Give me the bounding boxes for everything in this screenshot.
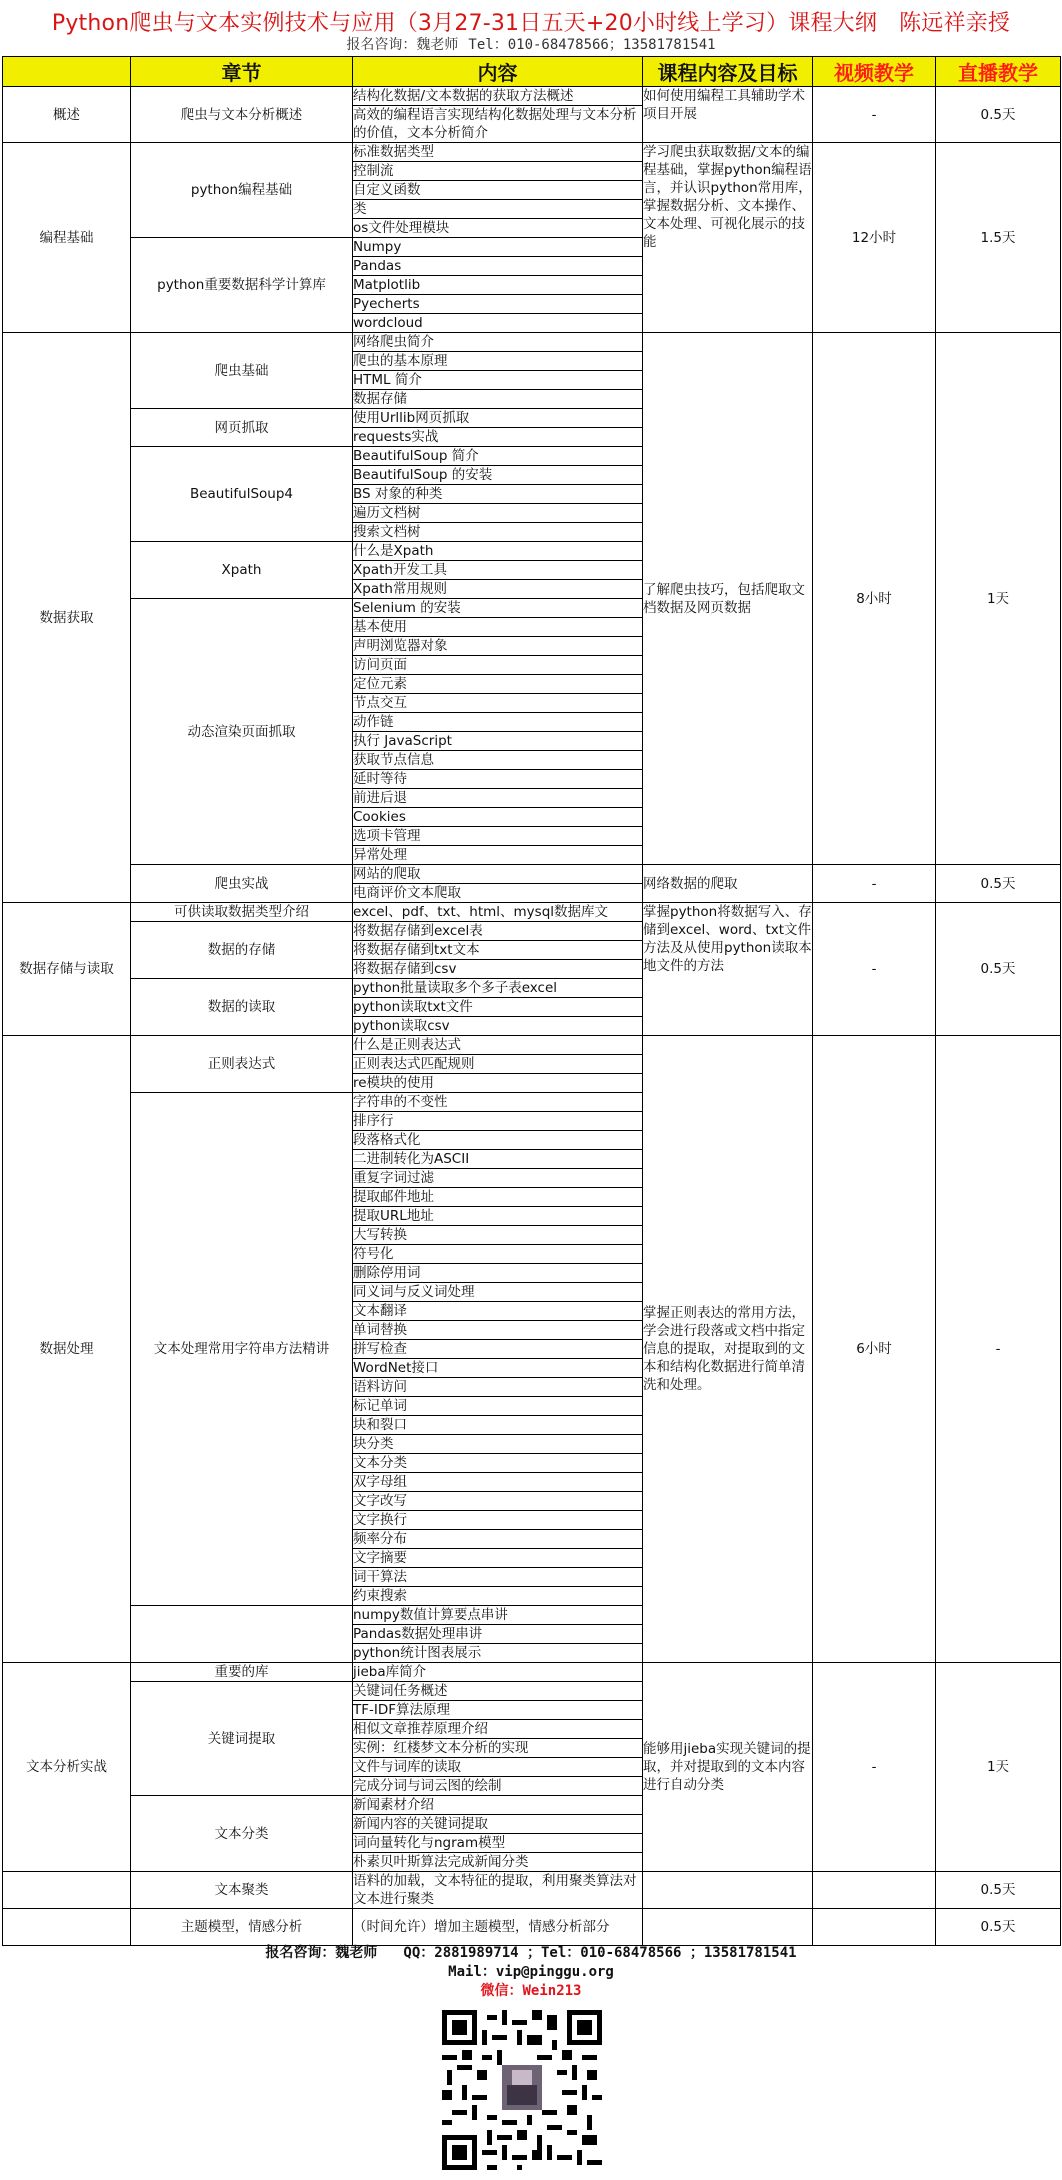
section-cell: 文本处理常用字符串方法精讲 — [131, 1093, 353, 1606]
content-cell: BS 对象的种类 — [353, 485, 643, 504]
course-title: Python爬虫与文本实例技术与应用（3月27-31日五天+20小时线上学习）课程大纲 — [51, 11, 878, 36]
content-cell: 控制流 — [353, 162, 643, 181]
chapter-cell-blank — [3, 1909, 131, 1946]
content-cell: 语料的加载，文本特征的提取，利用聚类算法对文本进行聚类 — [353, 1872, 643, 1909]
content-cell: BeautifulSoup 简介 — [353, 447, 643, 466]
chapter-cell-blank — [3, 1872, 131, 1909]
content-cell: 排序行 — [353, 1112, 643, 1131]
content-cell: Cookies — [353, 808, 643, 827]
footer-mail: Mail：vip@pinggu.org — [448, 1964, 614, 1980]
content-cell: 高效的编程语言实现结构化数据处理与文本分析的价值，文本分析简介 — [353, 106, 643, 143]
qr-code-graphic — [442, 2010, 602, 2170]
content-cell: WordNet接口 — [353, 1359, 643, 1378]
content-cell: Pandas — [353, 257, 643, 276]
content-cell: 正则表达式匹配规则 — [353, 1055, 643, 1074]
content-cell: 单词替换 — [353, 1321, 643, 1340]
content-cell: 动作链 — [353, 713, 643, 732]
content-cell: 字符串的不变性 — [353, 1093, 643, 1112]
content-cell: 拼写检查 — [353, 1340, 643, 1359]
content-cell: Pyecherts — [353, 295, 643, 314]
content-cell: 节点交互 — [353, 694, 643, 713]
video-cell: - — [813, 903, 936, 1036]
section-cell: 可供读取数据类型介绍 — [131, 903, 353, 922]
content-cell: 将数据存储到excel表 — [353, 922, 643, 941]
content-cell: 标记单词 — [353, 1397, 643, 1416]
content-cell: 同义词与反义词处理 — [353, 1283, 643, 1302]
section-cell: 文本分类 — [131, 1796, 353, 1872]
video-cell: - — [813, 1663, 936, 1872]
content-cell: 删除停用词 — [353, 1264, 643, 1283]
content-cell: 爬虫的基本原理 — [353, 352, 643, 371]
live-cell: 0.5天 — [936, 1909, 1061, 1946]
section-cell: python重要数据科学计算库 — [131, 238, 353, 333]
content-cell: Selenium 的安装 — [353, 599, 643, 618]
section-cell: 网页抓取 — [131, 409, 353, 447]
content-cell: 数据存储 — [353, 390, 643, 409]
teacher-name: 陈远祥亲授 — [899, 11, 1011, 36]
content-cell: 符号化 — [353, 1245, 643, 1264]
content-cell: 语料访问 — [353, 1378, 643, 1397]
content-cell: 新闻素材介绍 — [353, 1796, 643, 1815]
content-cell: 网站的爬取 — [353, 865, 643, 884]
content-cell: 电商评价文本爬取 — [353, 884, 643, 903]
footer-contact — [0, 1944, 1062, 1963]
syllabus-table — [2, 56, 1061, 1946]
subtitle — [0, 34, 1062, 56]
footer-wechat: 微信：Wein213 — [480, 1983, 582, 1999]
video-cell: 6小时 — [813, 1036, 936, 1663]
content-cell: 大写转换 — [353, 1226, 643, 1245]
live-cell: - — [936, 1036, 1061, 1663]
content-cell: Matplotlib — [353, 276, 643, 295]
section-cell: 爬虫与文本分析概述 — [131, 87, 353, 143]
content-cell: 完成分词与词云图的绘制 — [353, 1777, 643, 1796]
footer-contact-name: 报名咨询：魏老师 — [265, 1945, 378, 1961]
goal-cell-blank — [643, 1872, 813, 1909]
content-cell: 双字母组 — [353, 1473, 643, 1492]
content-cell: os文件处理模块 — [353, 219, 643, 238]
table-row — [3, 333, 1061, 352]
section-cell: 主题模型，情感分析 — [131, 1909, 353, 1946]
content-cell: jieba库简介 — [353, 1663, 643, 1682]
section-cell: 爬虫实战 — [131, 865, 353, 903]
video-cell: - — [813, 87, 936, 143]
goal-cell: 学习爬虫获取数据/文本的编程基础，掌握python编程语言，并认识python常用库，掌握数据分析、文本操作、文本处理、可视化展示的技能 — [643, 143, 813, 333]
content-cell: 段落格式化 — [353, 1131, 643, 1150]
content-cell: 选项卡管理 — [353, 827, 643, 846]
section-cell: 动态渲染页面抓取 — [131, 599, 353, 865]
content-cell: 文字改写 — [353, 1492, 643, 1511]
content-cell: 什么是Xpath — [353, 542, 643, 561]
live-cell: 1天 — [936, 1663, 1061, 1872]
section-cell: 数据的读取 — [131, 979, 353, 1036]
live-cell: 0.5天 — [936, 903, 1061, 1036]
content-cell: 将数据存储到txt文本 — [353, 941, 643, 960]
table-row — [3, 903, 1061, 922]
table-row — [3, 1663, 1061, 1682]
goal-cell: 能够用jieba实现关键词的提取，并对提取到的文本内容进行自动分类 — [643, 1663, 813, 1872]
content-cell: 提取URL地址 — [353, 1207, 643, 1226]
section-cell: 正则表达式 — [131, 1036, 353, 1093]
content-cell: python批量读取多个多子表excel — [353, 979, 643, 998]
content-cell: HTML 简介 — [353, 371, 643, 390]
chapter-cell: 文本分析实战 — [3, 1663, 131, 1872]
content-cell: re模块的使用 — [353, 1074, 643, 1093]
goal-cell: 了解爬虫技巧，包括爬取文档数据及网页数据 — [643, 333, 813, 865]
goal-cell: 网络数据的爬取 — [643, 865, 813, 903]
content-cell: 遍历文档树 — [353, 504, 643, 523]
content-cell: 二进制转化为ASCII — [353, 1150, 643, 1169]
content-cell: 网络爬虫简介 — [353, 333, 643, 352]
content-cell: TF-IDF算法原理 — [353, 1701, 643, 1720]
header-content: 内容 — [353, 57, 643, 87]
table-row — [3, 1909, 1061, 1946]
content-cell: python统计图表展示 — [353, 1644, 643, 1663]
contact-label: 报名咨询：魏老师 — [346, 37, 459, 53]
header-live: 直播教学 — [936, 57, 1061, 87]
live-cell: 1天 — [936, 333, 1061, 865]
goal-cell: 如何使用编程工具辅助学术项目开展 — [643, 87, 813, 143]
content-cell: 自定义函数 — [353, 181, 643, 200]
goal-cell-blank — [643, 1909, 813, 1946]
video-cell: 12小时 — [813, 143, 936, 333]
section-cell: Xpath — [131, 542, 353, 599]
content-cell: 声明浏览器对象 — [353, 637, 643, 656]
chapter-cell: 数据获取 — [3, 333, 131, 903]
content-cell: 基本使用 — [353, 618, 643, 637]
video-cell: - — [813, 865, 936, 903]
content-cell: 什么是正则表达式 — [353, 1036, 643, 1055]
table-row — [3, 1036, 1061, 1055]
content-cell: 前进后退 — [353, 789, 643, 808]
table-row — [3, 87, 1061, 106]
content-cell: Xpath开发工具 — [353, 561, 643, 580]
chapter-cell: 编程基础 — [3, 143, 131, 333]
content-cell: 使用Urllib网页抓取 — [353, 409, 643, 428]
content-cell: Pandas数据处理串讲 — [353, 1625, 643, 1644]
section-cell: 数据的存储 — [131, 922, 353, 979]
content-cell: excel、pdf、txt、html、mysql数据库文 — [353, 903, 643, 922]
content-cell: 频率分布 — [353, 1530, 643, 1549]
content-cell: Xpath常用规则 — [353, 580, 643, 599]
content-cell: 搜索文档树 — [353, 523, 643, 542]
chapter-cell: 概述 — [3, 87, 131, 143]
content-cell: 重复字词过滤 — [353, 1169, 643, 1188]
table-row — [3, 1872, 1061, 1909]
section-cell: 文本聚类 — [131, 1872, 353, 1909]
live-cell: 0.5天 — [936, 87, 1061, 143]
content-cell: 文字换行 — [353, 1511, 643, 1530]
content-cell: 提取邮件地址 — [353, 1188, 643, 1207]
content-cell: 获取节点信息 — [353, 751, 643, 770]
footer — [0, 1944, 1062, 2001]
content-cell: 块和裂口 — [353, 1416, 643, 1435]
table-row — [3, 865, 1061, 884]
content-cell: 词干算法 — [353, 1568, 643, 1587]
content-cell: 相似文章推荐原理介绍 — [353, 1720, 643, 1739]
content-cell: python读取txt文件 — [353, 998, 643, 1017]
table-row — [3, 143, 1061, 162]
content-cell: 朴素贝叶斯算法完成新闻分类 — [353, 1853, 643, 1872]
content-cell: 词向量转化与ngram模型 — [353, 1834, 643, 1853]
content-cell: python读取csv — [353, 1017, 643, 1036]
content-cell: 块分类 — [353, 1435, 643, 1454]
chapter-cell: 数据存储与读取 — [3, 903, 131, 1036]
content-cell: 关键词任务概述 — [353, 1682, 643, 1701]
content-cell: 类 — [353, 200, 643, 219]
content-cell: 标准数据类型 — [353, 143, 643, 162]
video-cell-blank — [813, 1872, 936, 1909]
goal-cell: 掌握python将数据写入、存储到excel、word、txt文件方法及从使用python读取本地文件的方法 — [643, 903, 813, 1036]
header-chapter: 章节 — [131, 57, 353, 87]
content-cell: 文件与词库的读取 — [353, 1758, 643, 1777]
live-cell: 1.5天 — [936, 143, 1061, 333]
table-header — [3, 57, 1061, 87]
content-cell: 定位元素 — [353, 675, 643, 694]
header-cell-blank — [3, 57, 131, 87]
contact-tel: Tel：010-68478566；13581781541 — [468, 37, 716, 53]
content-cell: wordcloud — [353, 314, 643, 333]
chapter-cell: 数据处理 — [3, 1036, 131, 1663]
video-cell-blank — [813, 1909, 936, 1946]
content-cell: 异常处理 — [353, 846, 643, 865]
content-cell: 文本分类 — [353, 1454, 643, 1473]
section-cell-blank — [131, 1606, 353, 1663]
section-cell: 重要的库 — [131, 1663, 353, 1682]
content-cell: 实例：红楼梦文本分析的实现 — [353, 1739, 643, 1758]
section-cell: BeautifulSoup4 — [131, 447, 353, 542]
live-cell: 0.5天 — [936, 865, 1061, 903]
content-cell: 约束搜索 — [353, 1587, 643, 1606]
video-cell: 8小时 — [813, 333, 936, 865]
footer-contact-numbers: QQ：2881989714 ；Tel：010-68478566 ；13581781541 — [403, 1945, 797, 1961]
goal-cell: 掌握正则表达的常用方法，学会进行段落或文档中指定信息的提取，对提取到的文本和结构化数据进行简单清洗和处理。 — [643, 1036, 813, 1663]
content-cell: 延时等待 — [353, 770, 643, 789]
content-cell: 执行 JavaScript — [353, 732, 643, 751]
content-cell: 文本翻译 — [353, 1302, 643, 1321]
page-title — [0, 6, 1062, 36]
content-cell: 结构化数据/文本数据的获取方法概述 — [353, 87, 643, 106]
header-video: 视频教学 — [813, 57, 936, 87]
qr-code-icon — [442, 2010, 602, 2170]
section-cell: 爬虫基础 — [131, 333, 353, 409]
content-cell: 文字摘要 — [353, 1549, 643, 1568]
content-cell: requests实战 — [353, 428, 643, 447]
content-cell: 访问页面 — [353, 656, 643, 675]
content-cell: 新闻内容的关键词提取 — [353, 1815, 643, 1834]
content-cell: BeautifulSoup 的安装 — [353, 466, 643, 485]
section-cell: 关键词提取 — [131, 1682, 353, 1796]
content-cell: Numpy — [353, 238, 643, 257]
live-cell: 0.5天 — [936, 1872, 1061, 1909]
content-cell: 将数据存储到csv — [353, 960, 643, 979]
section-cell: python编程基础 — [131, 143, 353, 238]
content-cell: numpy数值计算要点串讲 — [353, 1606, 643, 1625]
content-cell: （时间允许）增加主题模型，情感分析部分 — [353, 1909, 643, 1946]
header-goal: 课程内容及目标 — [643, 57, 813, 87]
